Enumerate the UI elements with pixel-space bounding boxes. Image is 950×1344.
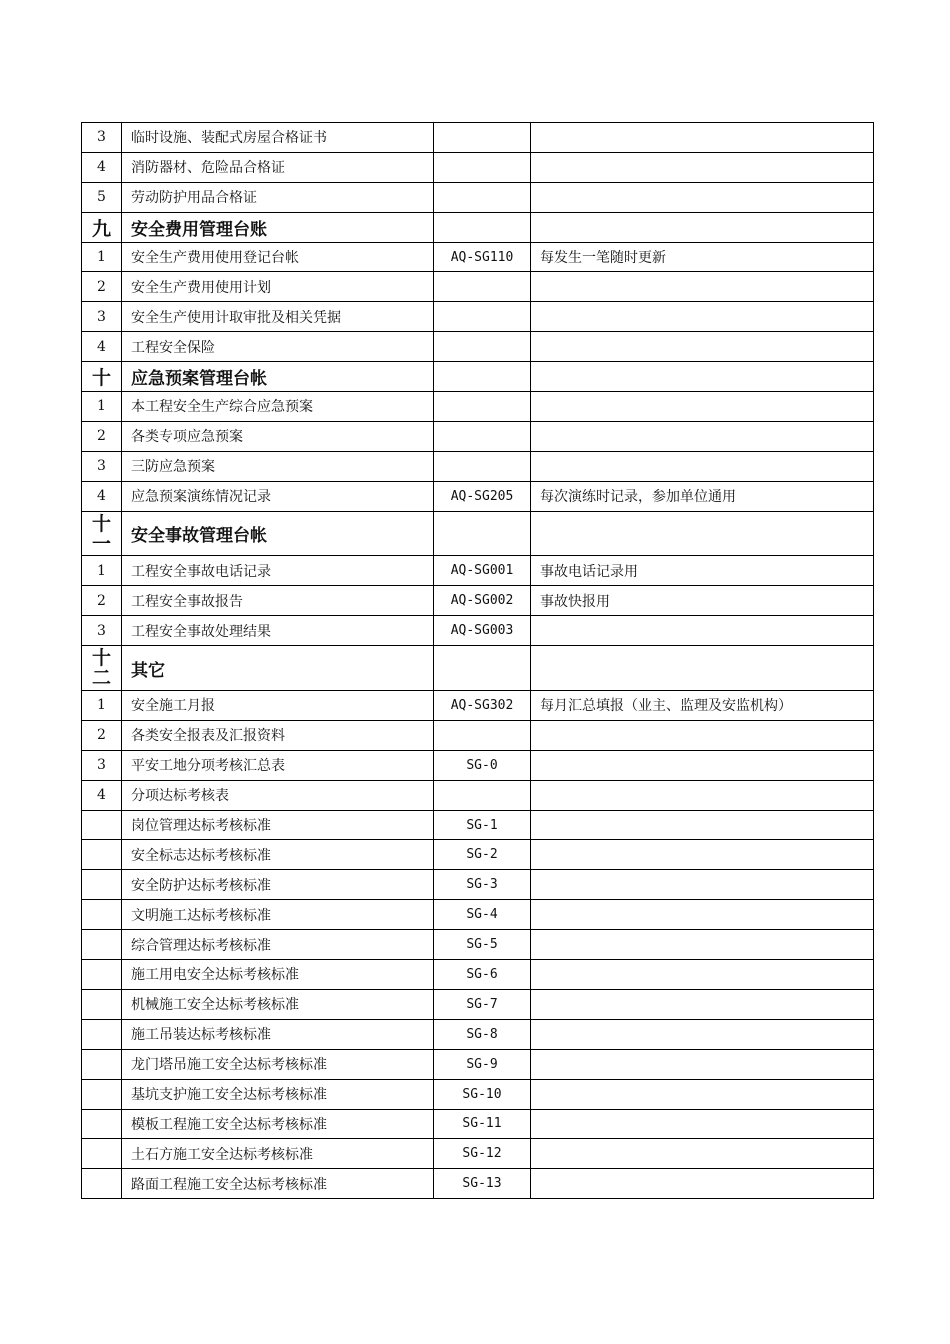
item-name: 消防器材、危险品合格证 [122, 152, 434, 182]
table-row [82, 392, 874, 422]
form-code [434, 182, 531, 212]
row-number: 3 [82, 750, 122, 780]
row-number [82, 960, 122, 990]
form-code [434, 302, 531, 332]
table-row [82, 810, 874, 840]
row-number: 1 [82, 392, 122, 422]
item-note [531, 1109, 874, 1139]
item-note: 事故快报用 [531, 586, 874, 616]
item-name: 路面工程施工安全达标考核标准 [122, 1169, 434, 1199]
table-row [82, 691, 874, 721]
form-code [434, 152, 531, 182]
item-name: 综合管理达标考核标准 [122, 930, 434, 960]
row-number: 4 [82, 780, 122, 810]
item-name: 龙门塔吊施工安全达标考核标准 [122, 1049, 434, 1079]
row-number [82, 840, 122, 870]
table-row [82, 1109, 874, 1139]
row-number: 九 [82, 212, 122, 242]
item-name: 施工吊装达标考核标准 [122, 1019, 434, 1049]
form-code: SG-7 [434, 989, 531, 1019]
table-row [82, 332, 874, 362]
form-code: SG-0 [434, 750, 531, 780]
item-note: 每发生一笔随时更新 [531, 242, 874, 272]
form-code: SG-13 [434, 1169, 531, 1199]
item-name: 安全生产费用使用登记台帐 [122, 242, 434, 272]
item-name: 临时设施、装配式房屋合格证书 [122, 123, 434, 153]
row-number: 1 [82, 691, 122, 721]
item-name: 平安工地分项考核汇总表 [122, 750, 434, 780]
item-note [531, 421, 874, 451]
item-note [531, 1079, 874, 1109]
form-code [434, 421, 531, 451]
table-row [82, 616, 874, 646]
form-code [434, 646, 531, 691]
item-note: 事故电话记录用 [531, 556, 874, 586]
row-number [82, 646, 122, 691]
item-note [531, 511, 874, 556]
item-name: 安全生产使用计取审批及相关凭据 [122, 302, 434, 332]
table-row [82, 989, 874, 1019]
row-number: 3 [82, 616, 122, 646]
row-number: 5 [82, 182, 122, 212]
row-number [82, 1079, 122, 1109]
item-name: 工程安全事故处理结果 [122, 616, 434, 646]
item-note [531, 646, 874, 691]
row-number: 2 [82, 272, 122, 302]
item-note [531, 392, 874, 422]
form-code: SG-1 [434, 810, 531, 840]
form-code [434, 362, 531, 392]
form-code: SG-6 [434, 960, 531, 990]
row-number [82, 900, 122, 930]
item-name: 机械施工安全达标考核标准 [122, 989, 434, 1019]
form-code: SG-2 [434, 840, 531, 870]
section-number: 十二 [91, 647, 111, 690]
table-row [82, 1019, 874, 1049]
form-code: AQ-SG002 [434, 586, 531, 616]
item-name: 分项达标考核表 [122, 780, 434, 810]
row-number: 4 [82, 481, 122, 511]
form-code: SG-12 [434, 1139, 531, 1169]
table-row [82, 451, 874, 481]
table-row [82, 960, 874, 990]
item-note [531, 989, 874, 1019]
item-name: 工程安全事故报告 [122, 586, 434, 616]
form-code: AQ-SG302 [434, 691, 531, 721]
item-name: 安全施工月报 [122, 691, 434, 721]
item-note [531, 720, 874, 750]
item-note: 每月汇总填报（业主、监理及安监机构） [531, 691, 874, 721]
table-row [82, 421, 874, 451]
table-row [82, 152, 874, 182]
item-name: 安全费用管理台账 [122, 212, 434, 242]
item-name: 基坑支护施工安全达标考核标准 [122, 1079, 434, 1109]
row-number: 3 [82, 302, 122, 332]
table-row [82, 1139, 874, 1169]
form-code: AQ-SG205 [434, 481, 531, 511]
form-code: SG-3 [434, 870, 531, 900]
form-code: AQ-SG003 [434, 616, 531, 646]
form-code [434, 511, 531, 556]
item-name: 安全标志达标考核标准 [122, 840, 434, 870]
item-name: 各类专项应急预案 [122, 421, 434, 451]
item-name: 本工程安全生产综合应急预案 [122, 392, 434, 422]
row-number [82, 511, 122, 556]
section-header-row [82, 646, 874, 691]
form-code [434, 272, 531, 302]
table-row [82, 870, 874, 900]
item-name: 劳动防护用品合格证 [122, 182, 434, 212]
row-number [82, 1169, 122, 1199]
row-number: 1 [82, 242, 122, 272]
form-code: AQ-SG001 [434, 556, 531, 586]
section-header-row [82, 362, 874, 392]
row-number [82, 1139, 122, 1169]
form-code: SG-11 [434, 1109, 531, 1139]
table-row [82, 720, 874, 750]
row-number [82, 989, 122, 1019]
table-row [82, 242, 874, 272]
row-number [82, 810, 122, 840]
row-number: 2 [82, 586, 122, 616]
item-name: 安全生产费用使用计划 [122, 272, 434, 302]
table-row [82, 840, 874, 870]
item-note [531, 750, 874, 780]
table-row [82, 900, 874, 930]
form-code: SG-5 [434, 930, 531, 960]
table-row [82, 481, 874, 511]
item-note [531, 810, 874, 840]
row-number: 2 [82, 421, 122, 451]
table-row [82, 780, 874, 810]
section-header-row [82, 212, 874, 242]
table-row [82, 556, 874, 586]
ledger-body [82, 123, 874, 1199]
item-name: 文明施工达标考核标准 [122, 900, 434, 930]
item-note [531, 900, 874, 930]
item-name: 三防应急预案 [122, 451, 434, 481]
row-number: 十 [82, 362, 122, 392]
item-note [531, 1139, 874, 1169]
item-note [531, 1019, 874, 1049]
form-code: AQ-SG110 [434, 242, 531, 272]
item-note [531, 152, 874, 182]
item-name: 岗位管理达标考核标准 [122, 810, 434, 840]
item-name: 应急预案管理台帐 [122, 362, 434, 392]
item-note [531, 960, 874, 990]
item-name: 工程安全保险 [122, 332, 434, 362]
section-header-row [82, 511, 874, 556]
form-code: SG-9 [434, 1049, 531, 1079]
row-number [82, 1109, 122, 1139]
item-note [531, 302, 874, 332]
form-code [434, 332, 531, 362]
item-note [531, 1169, 874, 1199]
form-code: SG-8 [434, 1019, 531, 1049]
item-note [531, 616, 874, 646]
row-number: 3 [82, 451, 122, 481]
form-code [434, 392, 531, 422]
row-number: 4 [82, 152, 122, 182]
table-row [82, 750, 874, 780]
form-code [434, 123, 531, 153]
section-number: 十一 [91, 512, 111, 555]
item-note [531, 182, 874, 212]
item-note: 每次演练时记录，参加单位通用 [531, 481, 874, 511]
row-number: 2 [82, 720, 122, 750]
row-number [82, 930, 122, 960]
table-row [82, 930, 874, 960]
item-name: 安全防护达标考核标准 [122, 870, 434, 900]
row-number [82, 1049, 122, 1079]
item-note [531, 212, 874, 242]
row-number: 3 [82, 123, 122, 153]
table-row [82, 182, 874, 212]
item-note [531, 780, 874, 810]
item-note [531, 870, 874, 900]
item-name: 各类安全报表及汇报资料 [122, 720, 434, 750]
item-name: 应急预案演练情况记录 [122, 481, 434, 511]
item-note [531, 272, 874, 302]
item-name: 模板工程施工安全达标考核标准 [122, 1109, 434, 1139]
row-number [82, 1019, 122, 1049]
form-code [434, 720, 531, 750]
item-note [531, 332, 874, 362]
item-note [531, 123, 874, 153]
form-code [434, 451, 531, 481]
table-row [82, 123, 874, 153]
ledger-table [81, 122, 874, 1199]
form-code: SG-4 [434, 900, 531, 930]
item-name: 安全事故管理台帐 [122, 511, 434, 556]
form-code [434, 780, 531, 810]
item-note [531, 930, 874, 960]
item-note [531, 451, 874, 481]
table-row [82, 272, 874, 302]
table-row [82, 586, 874, 616]
row-number: 1 [82, 556, 122, 586]
item-note [531, 362, 874, 392]
table-row [82, 302, 874, 332]
form-code [434, 212, 531, 242]
table-row [82, 1049, 874, 1079]
row-number: 4 [82, 332, 122, 362]
item-name: 工程安全事故电话记录 [122, 556, 434, 586]
table-row [82, 1169, 874, 1199]
table-row [82, 1079, 874, 1109]
item-name: 施工用电安全达标考核标准 [122, 960, 434, 990]
row-number [82, 870, 122, 900]
form-code: SG-10 [434, 1079, 531, 1109]
item-name: 其它 [122, 646, 434, 691]
item-note [531, 840, 874, 870]
item-note [531, 1049, 874, 1079]
item-name: 土石方施工安全达标考核标准 [122, 1139, 434, 1169]
